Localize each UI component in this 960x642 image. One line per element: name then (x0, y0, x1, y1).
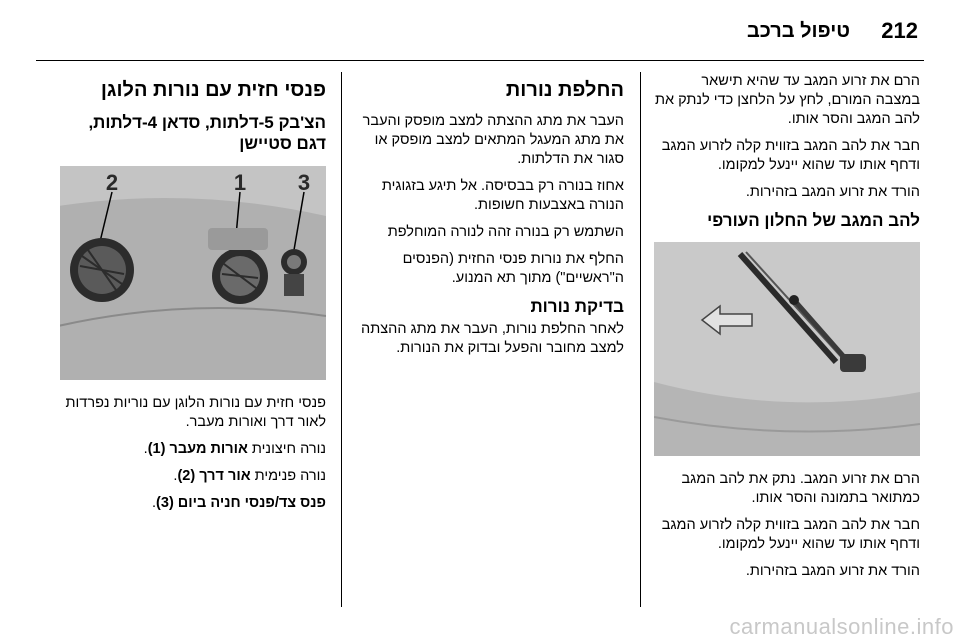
watermark: carmanualsonline.info (729, 614, 954, 639)
bulb-check-heading: בדיקת נורות (530, 297, 624, 316)
bulb-replacement-heading: החלפת נורות (505, 79, 624, 101)
item-bold: אור דרך (2) (177, 468, 251, 484)
callout-number-1: 1 (233, 170, 247, 195)
right-column (654, 72, 920, 589)
page-header (0, 0, 960, 60)
headlight-figure (60, 166, 326, 380)
header-rule (36, 60, 924, 61)
left-column (58, 72, 326, 521)
callout-number-2: 2 (105, 170, 119, 195)
paragraph: השתמש רק בנורה זהה לנורה המוחלפת (387, 224, 624, 240)
item-prefix: נורה פנימית (250, 468, 326, 484)
bulb-item-3 (58, 494, 326, 513)
rear-wiper-heading: להב המגב של החלון העורפי (707, 211, 920, 230)
paragraph: הורד את זרוע המגב בזהירות. (745, 563, 920, 579)
item-bold: פנס צד/פנסי חניה ביום (3) (156, 495, 326, 511)
paragraph: הורד את זרוע המגב בזהירות. (745, 184, 920, 200)
rear-wiper-figure (654, 242, 920, 456)
paragraph: העבר את מתג ההצתה למצב מופסק והעבר את מתג המעגל המתאים למצב מופסק או סגור את הדלתות. (362, 113, 624, 167)
paragraph: הרם את זרוע המגב עד שהיא תישאר במצבה המורם, לחץ על הלחצן כדי לנתק את להב המגב והסר אותו. (655, 73, 920, 127)
item-prefix: נורה חיצונית (247, 441, 326, 457)
paragraph: חבר את להב המגב בזווית קלה לזרוע המגב ודחף אותו עד שהוא יינעל למקומו. (661, 517, 920, 552)
section-title: טיפול ברכב (746, 20, 850, 42)
halogen-headlights-heading: פנסי חזית עם נורות הלוגן (100, 79, 326, 101)
paragraph: לאחר החלפת נורות, העבר את מתג ההצתה למצב מחובר והפעל ובדוק את הנורות. (361, 321, 624, 356)
paragraph: חבר את להב המגב בזווית קלה לזרוע המגב ודחף אותו עד שהוא יינעל למקומו. (661, 138, 920, 173)
item-bold: אורות מעבר (1) (147, 441, 248, 457)
column-divider-right (640, 72, 641, 607)
bulb-item-1 (58, 440, 326, 459)
paragraph: אחוז בנורה רק בבסיסה. אל תיגע בזגוגית הנורה באצבעות חשופות. (381, 178, 624, 213)
item-suffix: . (143, 441, 148, 457)
body-styles-subheading: הצ'בק 5-דלתות, סדאן 4-דלתות, דגם סטיישן (88, 113, 326, 153)
item-suffix: . (152, 495, 157, 511)
column-divider-left (341, 72, 342, 607)
bulb-item-2 (58, 467, 326, 486)
paragraph: פנסי חזית עם נורות הלוגן עם נוריות נפרדות לאור דרך ואורות מעבר. (65, 395, 326, 430)
item-suffix: . (173, 468, 178, 484)
paragraph: הרם את זרוע המגב. נתק את להב המגב כמתואר בתמונה והסר אותו. (681, 471, 920, 506)
page-number: 212 (881, 18, 918, 43)
middle-column (356, 72, 624, 366)
paragraph: החלף את נורות פנסי החזית (הפנסים ה"ראשיים") מתוך תא המנוע. (402, 251, 624, 286)
callout-number-3: 3 (297, 170, 311, 195)
